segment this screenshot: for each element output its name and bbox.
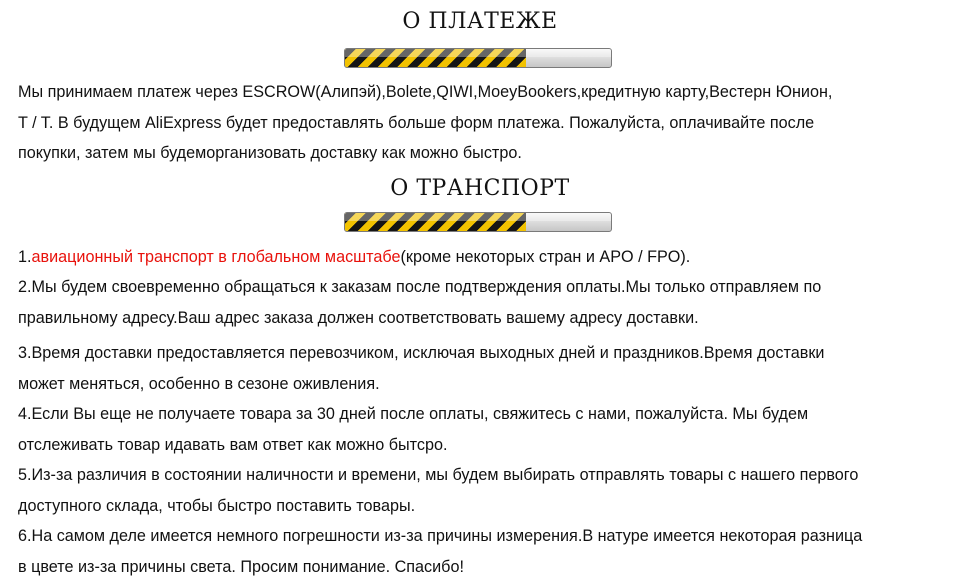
item-1-highlight: авиационный транспорт в глобальном масштабе [31, 248, 401, 266]
payment-text: Мы принимаем платеж через ESCROW(Алипэй),Bolete,QIWI,MoeyBookers,кредитную карту,Вестерн Юнион, T / T. В будущем AliExpress будет предоставлять больше форм платежа. Пожалуйста, оплачивайте после покупки, затем мы будеморганизовать доставку как можно быстро. [18, 83, 833, 162]
payment-title: О ПЛАТЕЖЕ [402, 9, 558, 34]
transport-title: О ТРАНСПОРТ [390, 176, 570, 201]
payment-progress-bar [344, 48, 612, 68]
transport-item-1 [18, 242, 948, 273]
transport-item-6: 6.На самом деле имеется немного погрешности из-за причины измерения.В натуре имеется некоторая разница в цвете из-за причины света. Просим понимание. Спасибо! [18, 527, 863, 576]
transport-item-4: 4.Если Вы еще не получаете товара за 30 дней после оплаты, свяжитесь с нами, пожалуйста. Мы будем отслеживать товар идавать вам ответ как можно бытсро. [18, 405, 809, 454]
progress-shine [345, 49, 611, 57]
progress-shine [345, 213, 611, 221]
item-1-rest: (кроме некоторых стран и APO / FPO). [400, 248, 691, 266]
transport-progress-bar [344, 212, 612, 232]
item-1-number: 1. [18, 248, 32, 266]
transport-item-5: 5.Из-за различия в состоянии наличности и времени, мы будем выбирать отправлять товары с нашего первого доступного склада, чтобы быстро поставить товары. [18, 466, 859, 515]
transport-item-3: 3.Время доставки предоставляется перевозчиком, исключая выходных дней и праздников.Время доставки может меняться, особенно в сезоне оживления. [18, 344, 825, 393]
transport-item-2: 2.Мы будем своевременно обращаться к заказам после подтверждения оплаты.Мы только отправляем по правильному адресу.Ваш адрес заказа должен соответствовать вашему адресу доставки. [18, 278, 822, 327]
